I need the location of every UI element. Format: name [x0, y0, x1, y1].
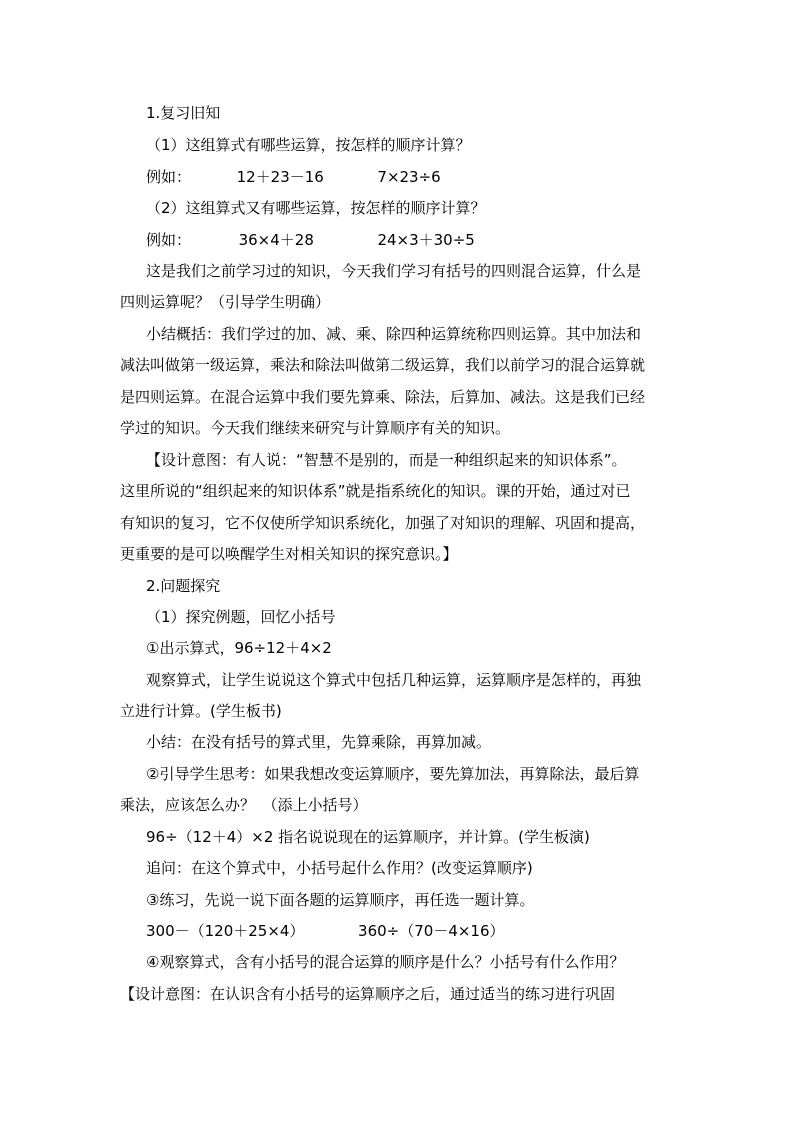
- example-1-label: 例如：: [146, 168, 192, 186]
- step-3-practice: ③练习，先说一说下面各题的运算顺序，再任选一题计算。: [146, 891, 535, 909]
- section2-heading: 2.问题探究: [146, 577, 221, 595]
- design-intent-1-line-2: 这里所说的“组织起来的知识体系”就是指系统化的知识。课的开始，通过对已: [120, 482, 631, 500]
- paragraph-2-line-2: 减法叫做第一级运算，乘法和除法叫做第二级运算，我们以前学习的混合运算就: [120, 356, 646, 374]
- example-2-row: [146, 229, 706, 251]
- practice-expr-a: 300－（120＋25×4）: [146, 922, 305, 940]
- design-intent-2-line-1: 【设计意图：在认识含有小括号的运算顺序之后，通过适当的练习进行巩固: [120, 985, 616, 1003]
- question-2: （2）这组算式又有哪些运算，按怎样的顺序计算？: [146, 199, 486, 217]
- observe-line-2: 立进行计算。(学生板书): [120, 702, 282, 720]
- step-2-line-2: 乘法，应该怎么办？ （添上小括号）: [120, 796, 368, 814]
- paragraph-2-line-4: 学过的知识。今天我们继续来研究与计算顺序有关的知识。: [120, 419, 511, 437]
- design-intent-1-line-1: 【设计意图：有人说：“智慧不是别的，而是一种组织起来的知识体系”。: [146, 451, 627, 469]
- observe-line-1: 观察算式，让学生说说这个算式中包括几种运算，运算顺序是怎样的，再独: [146, 671, 642, 689]
- summary-no-brackets: 小结：在没有括号的算式里，先算乘除，再算加减。: [146, 733, 492, 751]
- follow-up-question: 追问：在这个算式中，小括号起什么作用？(改变运算顺序): [146, 859, 533, 877]
- example-2-label: 例如：: [146, 231, 192, 249]
- bracket-expression-line: 96÷（12＋4）×2 指名说说现在的运算顺序，并计算。(学生板演): [146, 828, 590, 846]
- example-1-row: [146, 166, 706, 188]
- paragraph-1-line-2: 四则运算呢？（引导学生明确）: [120, 293, 331, 311]
- practice-expr-b: 360÷（70－4×16）: [358, 922, 505, 940]
- example-2-expr-a: 36×4＋28: [238, 231, 314, 249]
- subsection-1-heading: （1）探究例题，回忆小括号: [146, 608, 336, 626]
- practice-expressions-row: [146, 920, 706, 942]
- design-intent-1-line-4: 更重要的是可以唤醒学生对相关知识的探究意识。】: [120, 545, 458, 563]
- question-1: （1）这组算式有哪些运算，按怎样的顺序计算？: [146, 136, 471, 154]
- example-2-expr-b: 24×3＋30÷5: [377, 231, 475, 249]
- design-intent-1-line-3: 有知识的复习，它不仅使所学知识系统化，加强了对知识的理解、巩固和提高，: [120, 514, 646, 532]
- paragraph-2-line-1: 小结概括：我们学过的加、减、乘、除四种运算统称四则运算。其中加法和: [146, 325, 642, 343]
- section1-heading: 1.复习旧知: [146, 104, 221, 122]
- example-1-expr-a: 12＋23－16: [236, 168, 324, 186]
- example-1-expr-b: 7×23÷6: [377, 168, 441, 186]
- paragraph-2-line-3: 是四则运算。在混合运算中我们要先算乘、除法，后算加、减法。这是我们已经: [120, 388, 646, 406]
- paragraph-1-line-1: 这是我们之前学习过的知识，今天我们学习有括号的四则混合运算，什么是: [146, 262, 642, 280]
- step-2-line-1: ②引导学生思考：如果我想改变运算顺序，要先算加法，再算除法，最后算: [146, 765, 640, 783]
- step-1: ①出示算式，96÷12＋4×2: [146, 639, 332, 657]
- step-4-observe: ④观察算式，含有小括号的混合运算的顺序是什么？小括号有什么作用？: [146, 953, 625, 971]
